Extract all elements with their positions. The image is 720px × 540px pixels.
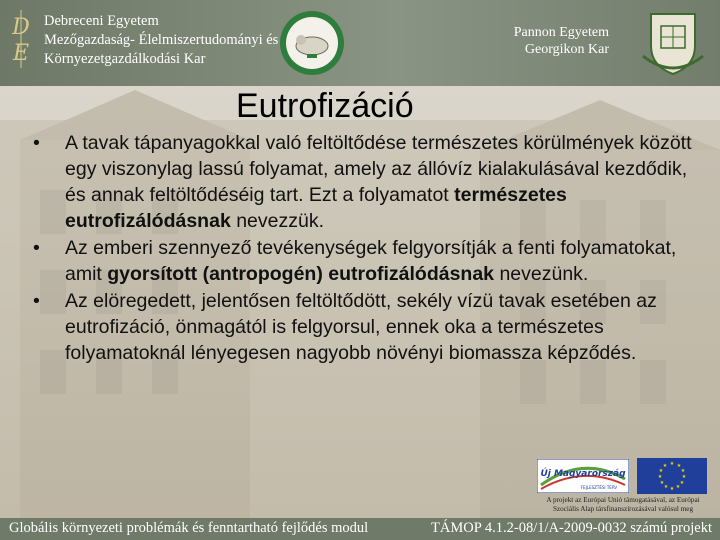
svg-text:★: ★	[681, 474, 687, 480]
debrecen-university-logo-icon	[6, 8, 36, 70]
bullet-text: nevezzük.	[230, 210, 325, 232]
bullet-item	[30, 288, 692, 366]
um-logo-text: Új Magyarország	[540, 469, 626, 479]
bullet-text: nevezünk.	[494, 263, 589, 285]
pannon-university-crest-icon	[637, 8, 709, 78]
bullet-text: Az emberi szennyező tevékenységek felgyorsítják a fenti folyamatokat, amit	[65, 237, 677, 285]
uj-magyarorszag-logo-icon	[537, 459, 629, 493]
bullet-text: A tavak tápanyagokkal való feltöltődése természetes körülmények között egy viszonylag lassú folyamat, amely az állóvíz kialakulásával kezdődik, és annak feltöltődéséig tart. Ezt a folyamatot	[65, 132, 692, 206]
right-institution-line-2: Georgikon Kar	[524, 42, 609, 57]
bullet-symbol: •	[33, 237, 40, 259]
right-institution-line-1: Pannon Egyetem	[513, 25, 609, 40]
faculty-seal-icon	[279, 10, 345, 76]
slide-title: Eutrofizáció	[236, 87, 414, 125]
left-institution-line-1: Debreceni Egyetem	[44, 13, 159, 29]
bullet-symbol: •	[33, 290, 40, 312]
bullet-bold-term: gyorsított (antropogén) eutrofizálódásnak	[107, 263, 495, 285]
svg-text:★: ★	[676, 463, 682, 469]
svg-text:★: ★	[663, 484, 669, 490]
bullet-bold-term: természetes eutrofizálódásnak	[65, 184, 567, 232]
svg-text:★: ★	[669, 461, 675, 467]
svg-text:★: ★	[675, 484, 681, 490]
right-institution-name	[509, 24, 609, 58]
left-institution-name	[44, 12, 278, 69]
left-institution-line-3: Környezetgazdálkodási Kar	[44, 51, 206, 67]
um-logo-subtext: FEJLESZTÉSI TERV	[580, 485, 618, 490]
eu-flag-icon	[637, 458, 707, 494]
svg-text:★: ★	[657, 474, 663, 480]
svg-text:★: ★	[680, 468, 686, 474]
eu-funding-note: A projekt az Európai Unió támogatásával, az Európai Szociális Alap társfinanszírozásával valósul meg	[546, 496, 700, 513]
svg-text:★: ★	[662, 463, 668, 469]
footer-module-name: Globális környezeti problémák és fenntartható fejlődés modul	[9, 520, 369, 536]
left-institution-line-2: Mezőgazdaság- Élelmiszertudományi és	[44, 32, 279, 48]
bullet-list	[30, 130, 692, 367]
svg-text:★: ★	[659, 480, 665, 486]
bullet-item	[30, 235, 692, 287]
svg-text:★: ★	[658, 468, 664, 474]
svg-text:D: D	[12, 15, 30, 40]
footer-band	[0, 518, 720, 540]
footer-project-id: TÁMOP 4.1.2-08/1/A-2009-0032 számú projekt	[431, 520, 712, 536]
svg-text:★: ★	[669, 486, 675, 492]
bullet-text: Az elöregedett, jelentősen feltöltődött, sekély vízü tavak esetében az eutrofizáció, önmagától is felgyorsul, ennek oka a természetes folyamatoknál lényegesen nagyobb növényi biomassza képződés.	[65, 290, 657, 364]
bullet-item	[30, 130, 692, 234]
svg-text:E: E	[12, 41, 30, 66]
header-band	[0, 0, 720, 86]
svg-text:★: ★	[679, 480, 685, 486]
bullet-symbol: •	[33, 132, 40, 154]
